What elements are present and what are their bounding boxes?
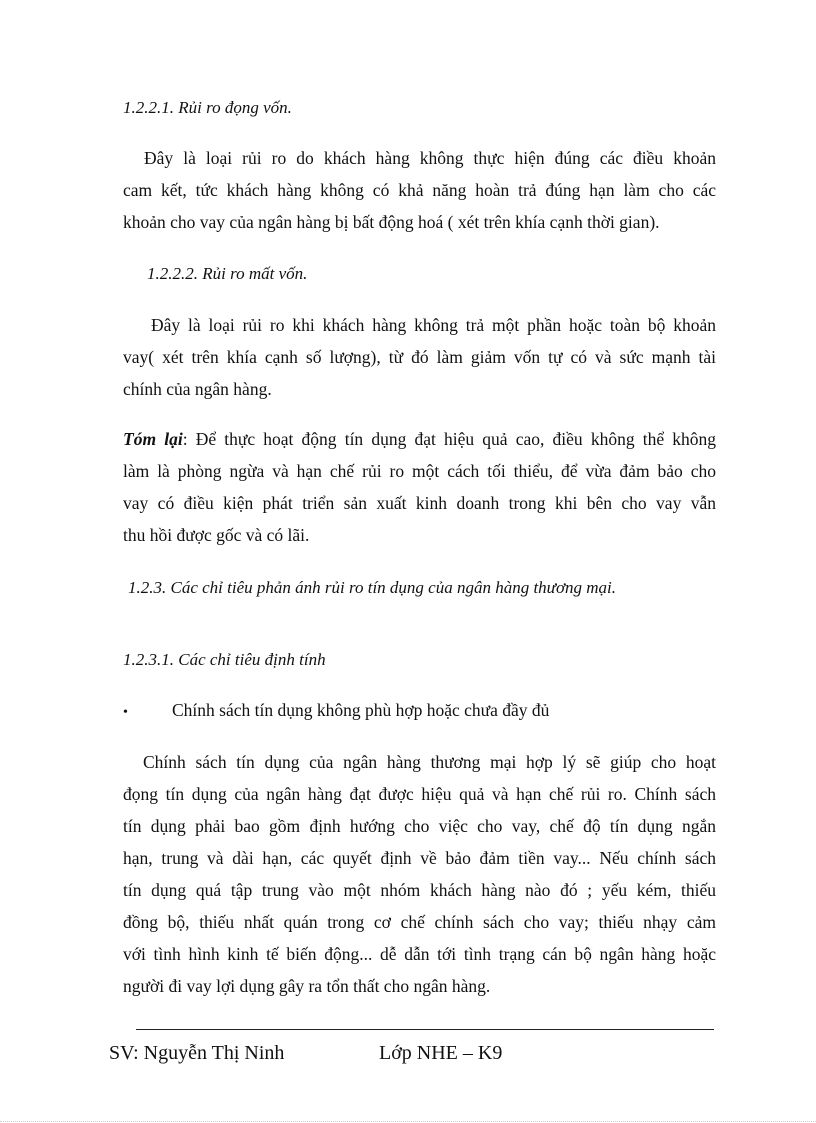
paragraph-3-line-3: tín dụng phải bao gồm định hướng cho việc cho vay, chế độ tín dụng ngắn <box>123 816 716 836</box>
footer-rule <box>136 1029 714 1030</box>
paragraph-3-line-2: đọng tín dụng của ngân hàng đạt được hiệu quả và hạn chế rủi ro. Chính sách <box>123 784 716 804</box>
heading-1-2-3: 1.2.3. Các chỉ tiêu phản ánh rủi ro tín dụng của ngân hàng thương mại. <box>128 578 617 597</box>
paragraph-2-line-1: Đây là loại rủi ro khi khách hàng không trả một phần hoặc toàn bộ khoản <box>151 315 716 335</box>
summary-label: Tóm lại <box>123 429 183 449</box>
paragraph-3-line-1: Chính sách tín dụng của ngân hàng thương mại hợp lý sẽ giúp cho hoạt <box>143 752 716 772</box>
paragraph-1-line-1: Đây là loại rủi ro do khách hàng không thực hiện đúng các điều khoản <box>144 148 716 168</box>
paragraph-2-line-2: vay( xét trên khía cạnh số lượng), từ đó làm giảm vốn tự có và sức mạnh tài <box>123 347 716 367</box>
heading-1-2-3-1: 1.2.3.1. Các chỉ tiêu định tính <box>123 650 326 669</box>
paragraph-2-line-3: chính của ngân hàng. <box>123 379 272 399</box>
paragraph-3-line-8: người đi vay lợi dụng gây ra tổn thất cho ngân hàng. <box>123 976 491 996</box>
page-edge-divider <box>0 1121 816 1122</box>
paragraph-1-line-2: cam kết, tức khách hàng không có khả năng hoàn trả đúng hạn làm cho các <box>123 180 716 200</box>
paragraph-3-line-4: hạn, trung và dài hạn, các quyết định về bảo đảm tiền vay... Nếu chính sách <box>123 848 716 868</box>
paragraph-3-line-6: đồng bộ, thiếu nhất quán trong cơ chế chính sách cho vay; thiếu nhạy cảm <box>123 912 716 932</box>
summary-line-1 <box>123 429 716 450</box>
paragraph-1-line-3: khoản cho vay của ngân hàng bị bất động hoá ( xét trên khía cạnh thời gian). <box>123 212 660 232</box>
heading-1-2-2-1: 1.2.2.1. Rủi ro đọng vốn. <box>123 98 292 117</box>
footer-class: Lớp NHE – K9 <box>379 1042 503 1064</box>
footer-student-name: SV: Nguyễn Thị Ninh <box>109 1042 285 1064</box>
summary-line-4: thu hồi được gốc và có lãi. <box>123 525 310 545</box>
paragraph-3-line-5: tín dụng quá tập trung vào một nhóm khách hàng nào đó ; yếu kém, thiếu <box>123 880 716 900</box>
heading-1-2-2-2: 1.2.2.2. Rủi ro mất vốn. <box>147 264 308 283</box>
bullet-text: Chính sách tín dụng không phù hợp hoặc chưa đầy đủ <box>172 700 550 720</box>
summary-line-3: vay có điều kiện phát triển sản xuất kinh doanh trong khi bên cho vay vẫn <box>123 493 716 513</box>
summary-first-line-text: : Để thực hoạt động tín dụng đạt hiệu quả cao, điều không thể không <box>182 429 716 449</box>
summary-line-2: làm là phòng ngừa và hạn chế rủi ro một cách tối thiểu, để vừa đảm bảo cho <box>123 461 716 481</box>
bullet-icon: • <box>123 705 128 720</box>
paragraph-3-line-7: với tình hình kinh tế biến động... dễ dẫn tới tình trạng cán bộ ngân hàng hoặc <box>123 944 716 964</box>
